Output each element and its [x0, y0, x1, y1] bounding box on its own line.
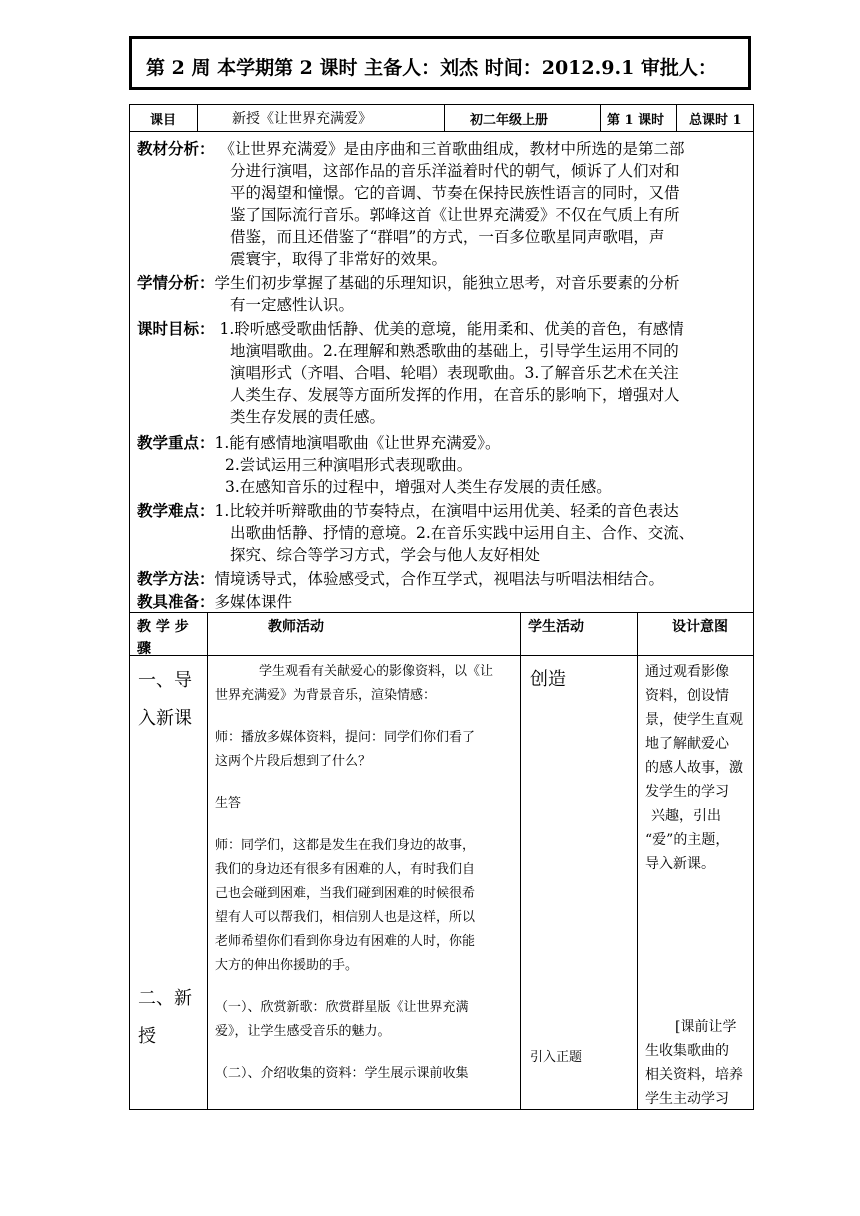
- subject-label: 课目: [150, 113, 177, 128]
- teaching-key-points: 教学重点：1.能有感情地演唱歌曲《让世界充满爱》。 2.尝试运用三种演唱形式表现歌曲。 3.在感知音乐的过程中，增强对人类生存发展的责任感。: [137, 434, 612, 496]
- goal-label: 课时目标：: [137, 320, 215, 338]
- key-label: 教学重点：: [137, 434, 215, 452]
- step-intro: 一、导 入新课: [138, 670, 192, 729]
- lesson-title: 新授《让世界充满爱》: [232, 111, 372, 127]
- student-analysis: 学情分析：学生们初步掌握了基础的乐理知识，能独立思考，对音乐要素的分析 有一定感性认识。: [137, 274, 680, 314]
- col-header-steps: 教 学 步 骤: [137, 619, 189, 657]
- material-label: 教材分析：: [137, 140, 215, 158]
- teaching-difficulties: 教学难点：1.比较并听辩歌曲的节奏特点，在演唱中运用优美、轻柔的音色表达 出歌曲恬静、抒情的意境。2.在音乐实践中运用自主、合作、交流、 探究、综合等学习方式，学会与他人友好相处: [137, 502, 695, 564]
- method-label: 教学方法：: [137, 570, 215, 588]
- col-header-teacher: 教师活动: [268, 619, 324, 635]
- step-new-lesson: 二、新 授: [138, 988, 192, 1047]
- teacher-activity: 学生观看有关献爱心的影像资料，以《让 世界充满爱》为背景音乐，渲染情感： 师：播放多媒体资料，提问：同学们你们看了 这两个片段后想到了什么？ 生答 师：同学们，这都是发生在我们身边的故事， 我们的身边还有很多有困难的人，有时我们自 己也会碰到困难，当我们碰到困难的时候很希 望有人可以帮我们，相信别人也是这样，所以 老师希望你们看到你身边有困难的人时，你能 大方的伸出你援助的手。 （一）、欣赏新歌：欣赏群星版《让世界充满 爱》，让学生感受音乐的魅力。 （二）、介绍收集的资料：学生展示课前收集: [215, 664, 494, 1081]
- grade: 初二年级上册: [470, 113, 549, 128]
- student-label: 学情分析：: [137, 274, 215, 292]
- teaching-method: 教学方法：情境诱导式，体验感受式，合作互学式，视唱法与听唱法相结合。: [137, 570, 665, 588]
- material-analysis: 教材分析： 《让世界充满爱》是由序曲和三首歌曲组成，教材中所选的是第二部 分进行演唱，这部作品的音乐洋溢着时代的朝气，倾诉了人们对和 平的渴望和憧憬。它的音调、节奏在保持民族性语言的同时，又借 鉴了国际流行音乐。郭峰这首《让世界充满爱》不仅在气质上有所 借鉴，而且还借鉴了“群唱”的方式，一百多位歌星同声歌唱，声 震寰宇，取得了非常好的效果。: [137, 140, 685, 268]
- col-header-student: 学生活动: [528, 619, 584, 635]
- design-intent-intro: 通过观看影像 资料，创设情 景，使学生直观 地了解献爱心 的感人故事，激 发学生的学习 兴趣，引出 “爱”的主题， 导入新课。: [645, 664, 743, 872]
- period: 第 1 课时: [607, 113, 665, 128]
- student-activity-create: 创造: [530, 669, 566, 690]
- lesson-goals: 课时目标： 1.聆听感受歌曲恬静、优美的意境，能用柔和、优美的音色，有感情 地演唱歌曲。2.在理解和熟悉歌曲的基础上，引导学生运用不同的 演唱形式（齐唱、合唱、轮唱）表现歌曲。3.了解音乐艺术在关注 人类生存、发展等方面所发挥的作用，在音乐的影响下，增强对人 类生存发展的责任感。: [137, 320, 684, 426]
- teaching-tools: 教具准备：多媒体课件: [137, 593, 293, 611]
- header-box: [129, 36, 751, 90]
- total-periods: 总课时 1: [689, 113, 742, 128]
- header-title: 第 2 周 本学期第 2 课时 主备人：刘杰 时间：2012.9.1 审批人：: [146, 57, 717, 79]
- difficulty-label: 教学难点：: [137, 502, 215, 520]
- student-activity-lead-in: 引入正题: [530, 1050, 583, 1065]
- design-intent-new: [课前让学 生收集歌曲的 相关资料，培养 学生主动学习: [645, 1019, 743, 1107]
- col-header-design: 设计意图: [672, 619, 728, 635]
- tool-label: 教具准备：: [137, 593, 215, 611]
